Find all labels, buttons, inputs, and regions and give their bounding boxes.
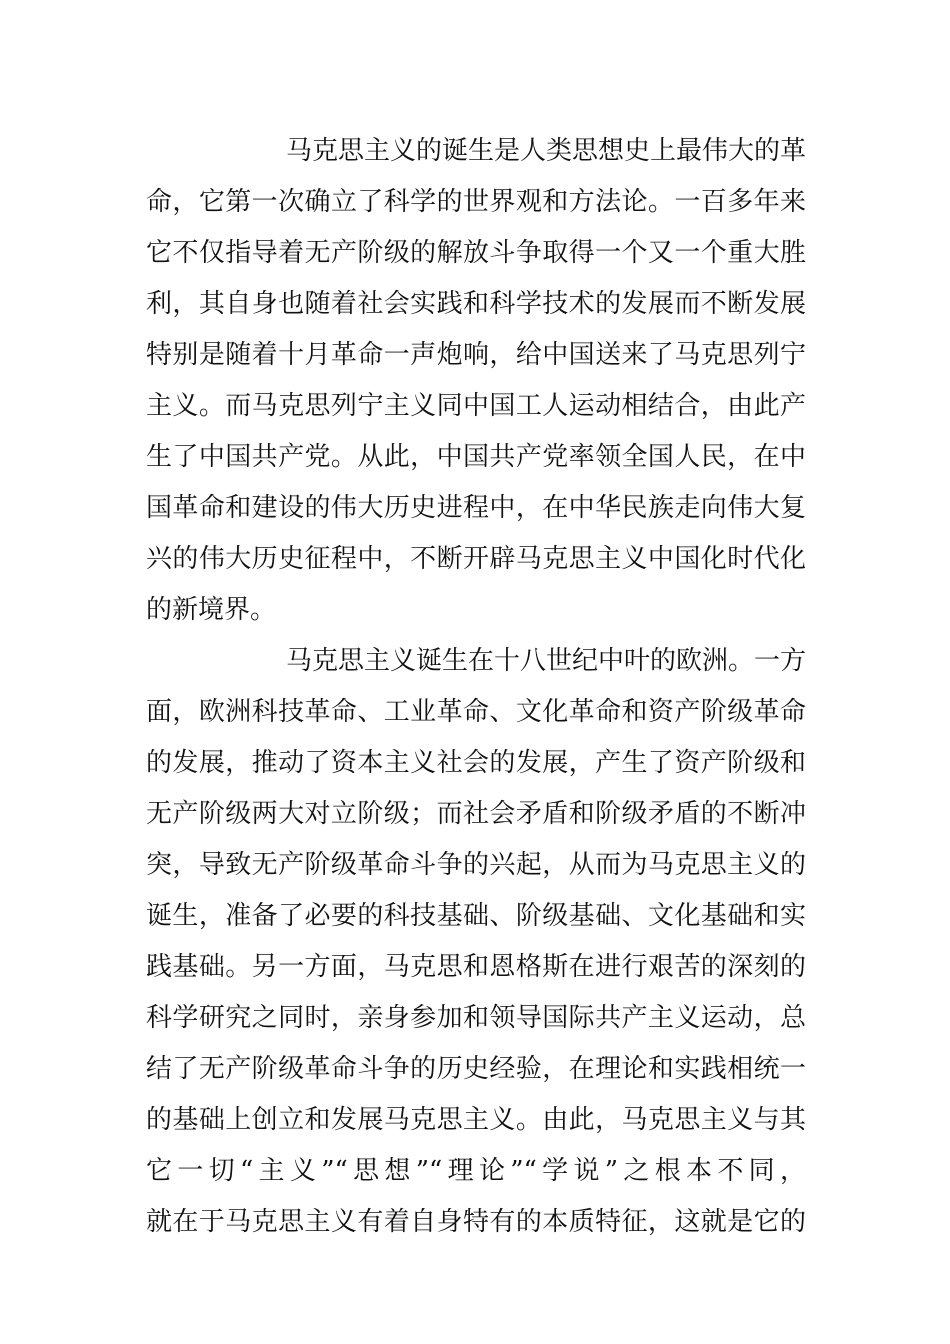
paragraph-2-line-12: 就在于马克思主义有着自身特有的本质特征，这就是它的 bbox=[146, 1207, 806, 1237]
paragraph-1-line-1: 马克思主义的诞生是人类思想史上最伟大的革 bbox=[286, 136, 807, 166]
paragraph-1-line-5: 特别是随着十月革命一声炮响，给中国送来了马克思列宁 bbox=[146, 340, 806, 370]
paragraph-1-line-4: 利，其自身也随着社会实践和科学技术的发展而不断发展 bbox=[146, 289, 806, 319]
paragraph-2-line-11: 它一切“主义”“思想”“理论”“学说”之根本不同， bbox=[146, 1156, 806, 1186]
paragraph-1-line-8: 国革命和建设的伟大历史进程中，在中华民族走向伟大复 bbox=[146, 493, 806, 523]
paragraph-2-line-6: 诞生，准备了必要的科技基础、阶级基础、文化基础和实 bbox=[146, 901, 806, 931]
paragraph-1-line-6: 主义。而马克思列宁主义同中国工人运动相结合，由此产 bbox=[146, 391, 806, 421]
body-text bbox=[146, 126, 806, 1248]
paragraph-2-line-5: 突，导致无产阶级革命斗争的兴起，从而为马克思主义的 bbox=[146, 850, 806, 880]
paragraph-1-line-3: 它不仅指导着无产阶级的解放斗争取得一个又一个重大胜 bbox=[146, 238, 806, 268]
paragraph-2-line-9: 结了无产阶级革命斗争的历史经验，在理论和实践相统一 bbox=[146, 1054, 806, 1084]
paragraph-1-line-2: 命，它第一次确立了科学的世界观和方法论。一百多年来 bbox=[146, 187, 806, 217]
paragraph-2-line-4: 无产阶级两大对立阶级；而社会矛盾和阶级矛盾的不断冲 bbox=[146, 799, 806, 829]
paragraph-2-line-7: 践基础。另一方面，马克思和恩格斯在进行艰苦的深刻的 bbox=[146, 952, 806, 982]
paragraph-1-line-9: 兴的伟大历史征程中，不断开辟马克思主义中国化时代化 bbox=[146, 544, 806, 574]
paragraph-2-line-1: 马克思主义诞生在十八世纪中叶的欧洲。一方 bbox=[286, 646, 807, 676]
paragraph-2-line-2: 面，欧洲科技革命、工业革命、文化革命和资产阶级革命 bbox=[146, 697, 806, 727]
paragraph-1-line-7: 生了中国共产党。从此，中国共产党率领全国人民，在中 bbox=[146, 442, 806, 472]
paragraph-2-line-8: 科学研究之同时，亲身参加和领导国际共产主义运动，总 bbox=[146, 1003, 806, 1033]
paragraph-2-line-3: 的发展，推动了资本主义社会的发展，产生了资产阶级和 bbox=[146, 748, 806, 778]
paragraph-2-line-10: 的基础上创立和发展马克思主义。由此，马克思主义与其 bbox=[146, 1105, 806, 1135]
paragraph-1-line-10: 的新境界。 bbox=[146, 595, 277, 625]
